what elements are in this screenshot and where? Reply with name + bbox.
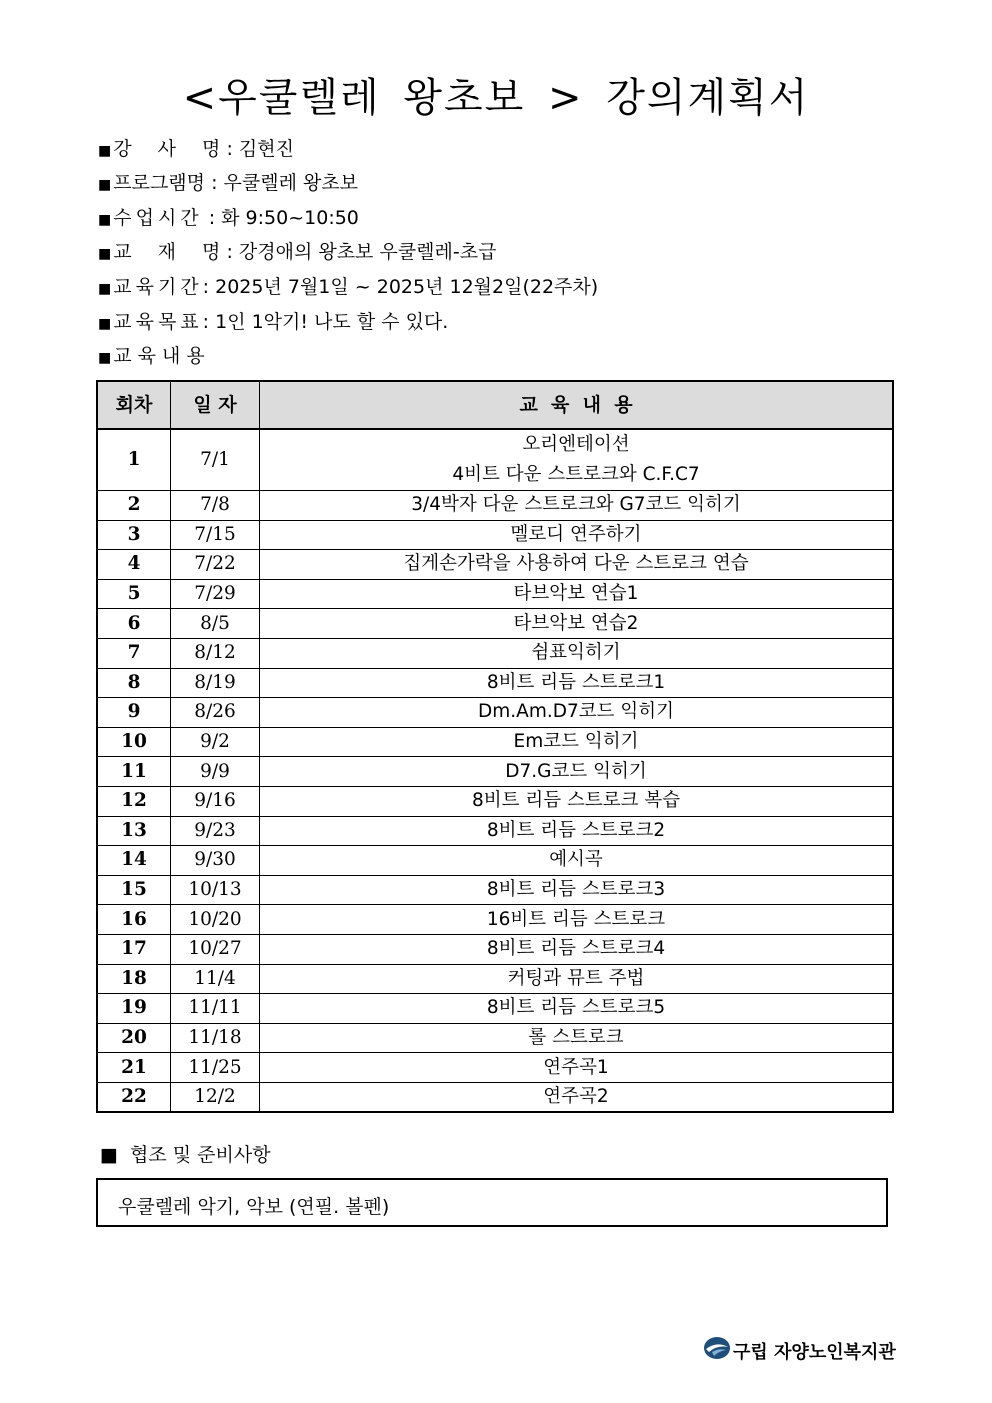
table-row <box>97 1053 893 1083</box>
session-number: 7 <box>97 638 171 668</box>
session-number: 22 <box>97 1082 171 1112</box>
session-content-line: 4비트 다운 스트로크와 C.F.C7 <box>452 464 700 485</box>
info-label: 교육기간 <box>113 276 203 298</box>
table-row <box>97 520 893 550</box>
table-row <box>97 757 893 787</box>
session-number: 21 <box>97 1053 171 1083</box>
table-row <box>97 579 893 609</box>
lesson-plan-table <box>96 380 894 1113</box>
table-row <box>97 1082 893 1112</box>
document-title: <우쿨렐레 왕초보 > 강의계획서 <box>182 75 810 121</box>
session-number: 5 <box>97 579 171 609</box>
session-number: 1 <box>97 429 171 491</box>
session-content: 쉼표익히기 <box>260 638 894 668</box>
table-row <box>97 609 893 639</box>
info-textbook <box>98 237 496 264</box>
session-content: D7.G코드 익히기 <box>260 757 894 787</box>
bullet-mark: ■ <box>98 177 112 193</box>
table-row <box>97 786 893 816</box>
info-value: 김현진 <box>238 138 294 160</box>
info-value: 1인 1악기! 나도 할 수 있다. <box>215 311 449 333</box>
table-row <box>97 550 893 580</box>
bullet-mark: ■ <box>98 350 112 366</box>
session-date: 11/4 <box>171 964 260 994</box>
prep-box <box>96 1178 888 1227</box>
info-value: 2025년 7월1일 ~ 2025년 12월2일(22주차) <box>215 276 599 298</box>
info-label: 프로그램명 <box>113 172 206 194</box>
header-session: 회차 <box>97 381 171 429</box>
info-program <box>98 168 358 195</box>
welfare-logo-icon <box>703 1336 733 1365</box>
info-value: 우쿨렐레 왕초보 <box>223 172 359 194</box>
session-date: 9/9 <box>171 757 260 787</box>
info-label: 수업시간 <box>113 207 203 229</box>
session-date: 8/19 <box>171 668 260 698</box>
session-content: 8비트 리듬 스트로크1 <box>260 668 894 698</box>
table-row <box>97 875 893 905</box>
session-date: 9/2 <box>171 727 260 757</box>
info-sep: : <box>208 207 216 229</box>
table-row <box>97 429 893 491</box>
header-date: 일 자 <box>171 381 260 429</box>
info-label: 강 사 명 <box>113 138 221 160</box>
session-content: Em코드 익히기 <box>260 727 894 757</box>
session-date: 10/13 <box>171 875 260 905</box>
session-content: 16비트 리듬 스트로크 <box>260 905 894 935</box>
session-content: 멜로디 연주하기 <box>260 520 894 550</box>
header-content: 교 육 내 용 <box>260 381 894 429</box>
bullet-mark: ■ <box>98 316 112 332</box>
session-date: 8/12 <box>171 638 260 668</box>
session-content: 8비트 리듬 스트로크 복습 <box>260 786 894 816</box>
info-content-heading <box>98 341 205 368</box>
info-label: 교 육 내 용 <box>113 345 205 367</box>
session-number: 2 <box>97 491 171 521</box>
table-row <box>97 964 893 994</box>
session-content: 타브악보 연습2 <box>260 609 894 639</box>
session-number: 11 <box>97 757 171 787</box>
session-number: 19 <box>97 994 171 1024</box>
session-date: 11/11 <box>171 994 260 1024</box>
session-number: 9 <box>97 698 171 728</box>
info-period <box>98 272 598 299</box>
session-content: 집게손가락을 사용하여 다운 스트로크 연습 <box>260 550 894 580</box>
session-date: 7/1 <box>171 429 260 491</box>
session-content: 연주곡2 <box>260 1082 894 1112</box>
session-number: 20 <box>97 1023 171 1053</box>
session-date: 10/20 <box>171 905 260 935</box>
table-row <box>97 994 893 1024</box>
info-class-time <box>98 203 359 230</box>
table-header-row <box>97 381 893 429</box>
info-goal <box>98 307 448 334</box>
info-sep: : <box>226 241 233 263</box>
session-date: 7/22 <box>171 550 260 580</box>
session-content: Dm.Am.D7코드 익히기 <box>260 698 894 728</box>
session-date: 7/15 <box>171 520 260 550</box>
session-number: 16 <box>97 905 171 935</box>
session-number: 14 <box>97 846 171 876</box>
info-value: 강경애의 왕초보 우쿨렐레-초급 <box>238 241 497 263</box>
table-row <box>97 816 893 846</box>
session-content <box>260 429 894 491</box>
bullet-mark: ■ <box>98 246 112 262</box>
session-content: 3/4박자 다운 스트로크와 G7코드 익히기 <box>260 491 894 521</box>
table-row <box>97 638 893 668</box>
session-number: 3 <box>97 520 171 550</box>
session-date: 12/2 <box>171 1082 260 1112</box>
session-content: 롤 스트로크 <box>260 1023 894 1053</box>
session-number: 17 <box>97 934 171 964</box>
info-sep: : <box>202 276 210 298</box>
footer-organization <box>703 1336 896 1365</box>
session-content: 8비트 리듬 스트로크3 <box>260 875 894 905</box>
prep-text: 우쿨렐레 악기, 악보 (연필. 볼펜) <box>118 1196 390 1218</box>
session-date: 9/16 <box>171 786 260 816</box>
session-content: 커팅과 뮤트 주법 <box>260 964 894 994</box>
bullet-mark: ■ <box>98 212 112 228</box>
table-row <box>97 934 893 964</box>
session-number: 15 <box>97 875 171 905</box>
bullet-mark: ■ <box>98 281 112 297</box>
session-date: 7/29 <box>171 579 260 609</box>
info-instructor <box>98 134 294 161</box>
info-sep: : <box>211 172 218 194</box>
session-content: 타브악보 연습1 <box>260 579 894 609</box>
session-date: 9/30 <box>171 846 260 876</box>
info-value: 화 9:50~10:50 <box>221 207 359 229</box>
session-content: 연주곡1 <box>260 1053 894 1083</box>
session-date: 7/8 <box>171 491 260 521</box>
session-date: 8/5 <box>171 609 260 639</box>
session-content: 8비트 리듬 스트로크5 <box>260 994 894 1024</box>
table-row <box>97 846 893 876</box>
session-content-line: 오리엔테이션 <box>522 434 630 455</box>
session-number: 13 <box>97 816 171 846</box>
bullet-mark: ■ <box>98 143 112 159</box>
session-date: 11/25 <box>171 1053 260 1083</box>
table-row <box>97 698 893 728</box>
table-row <box>97 668 893 698</box>
session-date: 8/26 <box>171 698 260 728</box>
info-sep: : <box>226 138 233 160</box>
session-date: 11/18 <box>171 1023 260 1053</box>
session-date: 10/27 <box>171 934 260 964</box>
session-number: 8 <box>97 668 171 698</box>
session-number: 18 <box>97 964 171 994</box>
session-content: 8비트 리듬 스트로크2 <box>260 816 894 846</box>
info-sep: : <box>202 311 210 333</box>
session-date: 9/23 <box>171 816 260 846</box>
table-row <box>97 727 893 757</box>
session-number: 12 <box>97 786 171 816</box>
table-row <box>97 905 893 935</box>
prep-heading: ■ 협조 및 준비사항 <box>100 1144 271 1166</box>
session-content: 예시곡 <box>260 846 894 876</box>
session-number: 6 <box>97 609 171 639</box>
table-row <box>97 1023 893 1053</box>
session-content: 8비트 리듬 스트로크4 <box>260 934 894 964</box>
session-number: 10 <box>97 727 171 757</box>
session-number: 4 <box>97 550 171 580</box>
info-label: 교 재 명 <box>113 241 221 263</box>
organization-name: 구립 자양노인복지관 <box>733 1341 896 1363</box>
info-label: 교육목표 <box>113 311 203 333</box>
table-row <box>97 491 893 521</box>
